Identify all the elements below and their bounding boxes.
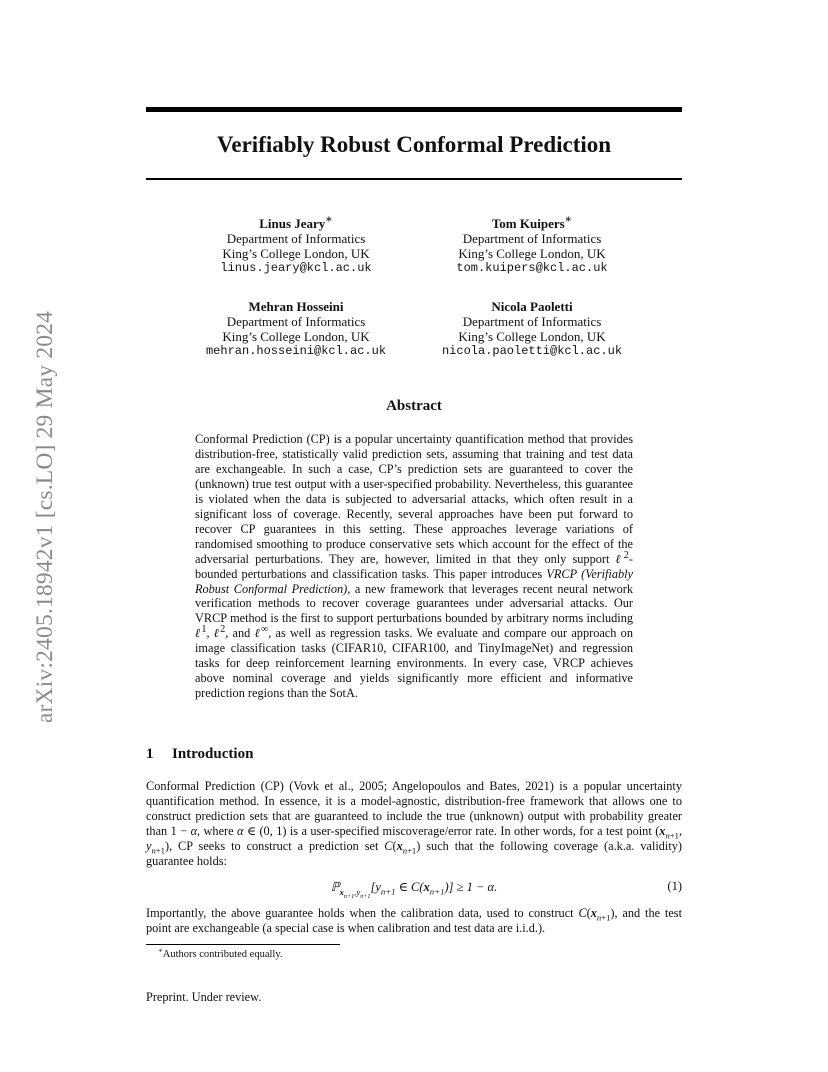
paper-title: Verifiably Robust Conformal Prediction [216,132,612,157]
author-block [412,213,652,276]
author-email[interactable]: tom.kuipers@kcl.ac.uk [456,261,608,275]
math-inline: ($x_{n+1}$, $y_{n+1}$) [146,824,683,856]
author-email[interactable]: mehran.hosseini@kcl.ac.uk [205,344,387,358]
math-norms: ℓ$^1$, ℓ$^2$, and ℓ∞ [195,624,269,641]
math-inline: 1 − α [170,824,198,839]
author-affiliation: King’s College London, UK [458,246,606,261]
author-name: Tom Kuipers∗ [491,213,573,231]
author-email[interactable]: linus.jeary@kcl.ac.uk [220,261,372,275]
author-affiliation: King’s College London, UK [222,246,370,261]
section-heading: 1 Introduction [146,746,254,762]
author-department: Department of Informatics [462,314,602,329]
math-inline: $C(x_{n+1})$ [578,906,615,923]
author-department: Department of Informatics [462,231,602,246]
author-block [412,299,652,359]
author-department: Department of Informatics [226,314,366,329]
footnote: ∗Authors contributed equally. [158,946,283,960]
abstract-heading: Abstract [386,398,442,414]
author-block [176,299,416,359]
author-department: Department of Informatics [226,231,366,246]
author-name: Mehran Hosseini [248,299,344,314]
intro-paragraph: Conformal Prediction (CP) (Vovk et al., 2005; Angelopoulos and Bates, 2021) is a popular uncertainty quantification method. In essence, it is a model-agnostic, distribution-free framework that allows one to construct prediction sets that are guaranteed to include the true (unknown) output with probability greater than 1 − α, where α ∈ (0, 1) is a user-specified miscoverage/error rate. In other words, for a test point ($x_{n+1}$, $y_{n+1}$), CP seeks to construct a prediction set $C(x_{n+1})$ such that the following coverage (a.k.a. validity) guarantee holds: [146,779,683,869]
abstract-text: Conformal Prediction (CP) is a popular uncertainty quantification method that provides distribution-free, statistically valid prediction sets, assuming that training and test data are exchangeable. In such a case, CP’s prediction sets are guaranteed to cover the (unknown) true test output with a user-specified probability. Nevertheless, this guarantee is violated when the data is subjected to adversarial attacks, which often result in a significant loss of coverage. Recently, several approaches have been put forward to recover CP guarantees in this setting. These approaches leverage variations of randomised smoothing to produce conservative sets which account for the effect of the adversarial perturbations. They are, however, limited in that they only support ℓ$^2$-bounded perturbations and classification tasks. This paper introduces VRCP (Verifiably Robust Conformal Prediction), a new framework that leverages recent neural network verification methods to recover coverage guarantees under adversarial attacks. Our VRCP method is the first to support perturbations bounded by arbitrary norms including ℓ$^1$, ℓ$^2$, and ℓ∞, as well as regression tasks. We evaluate and compare our approach on image classification tasks (CIFAR10, CIFAR100, and TinyImageNet) and regression tasks for deep reinforcement learning environments. In every case, VRCP achieves above nominal coverage and yields significantly more efficient and informative prediction regions than the SotA. [195,432,634,701]
vrcp-name: VRCP (Verifiably Robust Conformal Prediction) [195,566,634,596]
author-affiliation: King’s College London, UK [222,329,370,344]
author-name: Linus Jeary∗ [259,213,333,231]
footnote-rule [146,944,340,945]
equation-1 [146,879,682,900]
author-email[interactable]: nicola.paoletti@kcl.ac.uk [441,344,623,358]
author-name: Nicola Paoletti [491,299,573,314]
math-inline: α ∈ (0, 1) [237,824,287,839]
arxiv-identifier: arXiv:2405.18942v1 [cs.LO] 29 May 2024 [32,310,58,724]
equation-number: (1) [667,879,682,893]
author-block [176,213,416,276]
intro-paragraph: Importantly, the above guarantee holds when the calibration data, used to construct $C(x_{n+1})$, and the test point are exchangeable (a special case is when calibration and test data are i.i.d.). [146,906,683,936]
title-bottom-rule [146,178,682,180]
math-inline: $C(x_{n+1})$ [384,839,421,856]
preprint-notice: Preprint. Under review. [146,990,262,1004]
equation-body: $ℙ_{x_{n+1},y_{n+1}}[y_{n+1}$ ∈ $C(x_{n+1})] \ge 1 - \alpha$. [330,880,498,900]
author-affiliation: King’s College London, UK [458,329,606,344]
math-l2: ℓ$^2$ [615,549,629,566]
title-top-rule [146,107,682,112]
